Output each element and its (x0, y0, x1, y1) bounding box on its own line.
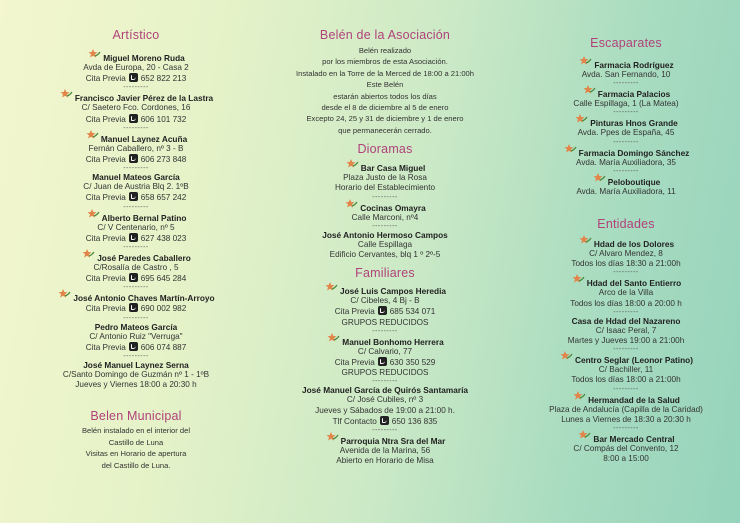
phone-number: 606 101 732 (140, 114, 187, 124)
separator: --------- (613, 138, 639, 146)
separator: --------- (613, 109, 639, 117)
section-title-familiares: Familiares (355, 266, 415, 281)
phone-row (27, 114, 245, 125)
entry-line: Jueves y Sábados de 19:00 a 21:00 h. (315, 405, 455, 415)
phone-label: Cita Previa (85, 274, 126, 284)
entry-line: Avda. María Auxiliadora, 11 (576, 186, 676, 196)
separator: --------- (123, 353, 149, 361)
escaparates-entry (520, 116, 732, 138)
phone-label: Cita Previa (85, 155, 126, 165)
phone-label: Cita Previa (85, 74, 126, 84)
escaparates-entry (520, 175, 732, 197)
entidades-entry (520, 393, 732, 425)
entry-line: Plaza Justo de la Rosa (343, 173, 427, 183)
entry-line: Todos los días 18:00 a 21:00h (571, 375, 681, 385)
familiares-entry (270, 284, 500, 328)
asociacion-line: Belén realizado (358, 46, 412, 55)
phone-icon (129, 233, 138, 242)
star-icon (344, 198, 358, 210)
municipal-line: Castillo de Luna (108, 437, 164, 447)
asociacion-line: Este Belén (366, 80, 404, 90)
entry-name-row (27, 360, 245, 370)
entry-name: Pinturas Hnos Grande (590, 118, 678, 129)
phone-icon (378, 357, 387, 366)
separator: --------- (613, 308, 639, 316)
entry-name-row (520, 353, 732, 365)
entry-address: C/ Juan de Austria Blq 2. 1ºB (83, 182, 189, 192)
entry-line: C/ Calvario, 77 (357, 346, 413, 356)
asociacion-line: Excepto 24, 25 y 31 de diciembre y 1 de enero (306, 114, 464, 124)
star-icon (345, 158, 359, 170)
entry-name-row (520, 237, 732, 249)
entry-note: GRUPOS REDUCIDOS (341, 317, 429, 327)
entry-line: 8:00 a 15:00 (603, 454, 649, 464)
entry-name: José Manuel Laynez Serna (83, 360, 189, 371)
entry-name-row (520, 58, 732, 70)
phone-icon (129, 114, 138, 123)
phone-row (27, 192, 245, 203)
familiares-entry (270, 335, 500, 379)
star-icon (578, 55, 592, 67)
phone-row (270, 306, 500, 317)
phone-label: Cita Previa (85, 233, 126, 243)
entry-name: Pedro Mateos García (94, 321, 178, 332)
phone-row (27, 233, 245, 244)
separator: --------- (123, 84, 149, 92)
column-artistico (27, 0, 245, 471)
artistico-entry (27, 360, 245, 390)
entry-name-row (27, 251, 245, 263)
entidades-entry (520, 316, 732, 346)
entry-line: Edificio Cervantes, blq 1 º 2º-5 (329, 250, 441, 260)
entry-name: Alberto Bernal Patino (101, 212, 187, 223)
entry-line: Todos los días 18:00 a 20:00 h (570, 298, 682, 308)
dioramas-entry (270, 201, 500, 223)
artistico-entry (27, 211, 245, 244)
separator: --------- (123, 165, 149, 173)
phone-row (27, 273, 245, 284)
entry-name-row (27, 322, 245, 332)
entry-address: Avda de Europa, 20 - Casa 2 (83, 63, 189, 72)
entry-line: Plaza de Andalucía (Capilla de la Caridad) (549, 404, 703, 414)
municipal-line: del Castillo de Luna. (101, 460, 171, 470)
phone-label: Cita Previa (85, 114, 126, 124)
star-icon (324, 281, 338, 293)
phone-number: 627 438 023 (140, 233, 187, 243)
phone-number: 685 534 071 (389, 307, 436, 317)
separator: --------- (372, 378, 398, 386)
entry-name: José Manuel García de Quirós Santamaría (301, 385, 468, 396)
separator: --------- (123, 314, 149, 322)
entidades-entry (520, 353, 732, 385)
entry-name-row (27, 132, 245, 144)
entry-name-row (27, 172, 245, 182)
entry-line: C/ José Cubiles, nº 3 (346, 395, 424, 405)
separator: --------- (613, 167, 639, 175)
dioramas-entry (270, 161, 500, 193)
entry-line: Calle Marconi, nº4 (351, 212, 419, 222)
separator: --------- (613, 346, 639, 354)
phone-icon (129, 73, 138, 82)
entry-address: C/Santo Domingo de Guzmán nº 1 - 1ºB (62, 370, 210, 380)
phone-label: Cita Previa (85, 193, 126, 203)
entry-name: Hermandad de la Salud (588, 394, 680, 405)
entry-name-row (520, 276, 732, 288)
entry-name: Manuel Laynez Acuña (100, 133, 188, 144)
entry-name: Manuel Mateos García (92, 172, 180, 183)
phone-label: Tlf Contacto (332, 416, 377, 426)
entry-name: José Antonio Hermoso Campos (322, 229, 448, 240)
artistico-entry (27, 291, 245, 314)
entry-name: Peloboutique (607, 176, 661, 187)
entry-name: Centro Seglar (Leonor Patino) (574, 355, 693, 366)
section-title-dioramas: Dioramas (357, 142, 413, 157)
star-icon (577, 429, 591, 441)
entry-line: Calle Espillaga, 1 (La Matea) (573, 99, 679, 109)
separator: --------- (123, 284, 149, 292)
entry-note: GRUPOS REDUCIDOS (341, 368, 429, 378)
star-icon (572, 390, 586, 402)
entry-address: C/Rosalía de Castro , 5 (93, 263, 179, 273)
star-icon (563, 143, 577, 155)
phone-icon (129, 273, 138, 282)
asociacion-text (270, 45, 500, 136)
phone-icon (378, 306, 387, 315)
asociacion-line: Instalado en la Torre de la Merced de 18:00 a 21:00h (295, 68, 474, 78)
asociacion-line: estarán abiertos todos los días (333, 91, 437, 101)
entry-line: Abierto en Horario de Misa (336, 456, 434, 466)
entry-name-row (270, 161, 500, 173)
artistico-entry (27, 132, 245, 165)
artistico-entry (27, 172, 245, 203)
entry-line: Calle Espillaga (357, 239, 413, 249)
entidades-list (520, 237, 732, 464)
phone-number: 658 657 242 (140, 193, 187, 203)
entry-name-row (270, 284, 500, 296)
entry-name-row (520, 393, 732, 405)
entry-line: Horario del Establecimiento (334, 183, 436, 193)
entry-name-row (520, 116, 732, 128)
entry-name-row (27, 51, 245, 63)
phone-number: 652 822 213 (140, 74, 187, 84)
entry-name-row (270, 434, 500, 446)
familiares-entry (270, 434, 500, 466)
entry-name: Farmacia Domingo Sánchez (578, 147, 690, 158)
entry-address: C/ Antonio Ruiz "Verruga" (89, 331, 183, 341)
municipal-line: Belén instalado en el interior del (81, 426, 191, 436)
entry-name: Francisco Javier Pérez de la Lastra (74, 93, 214, 104)
entry-line: C/ Isaac Peral, 7 (595, 325, 657, 335)
entry-name-row (520, 316, 732, 326)
entidades-entry (520, 237, 732, 269)
phone-row (270, 416, 500, 427)
phone-icon (129, 342, 138, 351)
entry-line: Arco de la Villa (598, 288, 654, 298)
phone-number: 606 273 848 (140, 155, 187, 165)
separator: --------- (372, 327, 398, 335)
familiares-entry (270, 385, 500, 427)
star-icon (578, 234, 592, 246)
phone-number: 695 645 284 (140, 274, 187, 284)
column-escaparates-entidades (520, 0, 732, 464)
entry-name: Parroquia Ntra Sra del Mar (340, 436, 446, 447)
asociacion-line: por los miembros de esta Asociación. (322, 57, 448, 67)
entry-name: Hdad del Santo Entierro (586, 278, 682, 289)
phone-label: Cita Previa (85, 304, 126, 314)
separator: --------- (372, 222, 398, 230)
section-title-municipal: Belen Municipal (90, 409, 182, 424)
entry-line: C/ Compás del Convento, 12 (573, 444, 679, 454)
entry-name: Manuel Bonhomo Herrera (342, 336, 444, 347)
entry-name-row (270, 385, 500, 395)
escaparates-entry (520, 87, 732, 109)
entry-name: Farmacia Palacios (597, 89, 671, 100)
asociacion-line: que permanecerán cerrado. (338, 125, 432, 135)
phone-icon (129, 154, 138, 163)
phone-number: 650 136 835 (391, 416, 438, 426)
phone-icon (380, 416, 389, 425)
star-icon (57, 288, 71, 300)
phone-row (27, 154, 245, 165)
entry-name-row (27, 91, 245, 103)
artistico-entry (27, 51, 245, 84)
section-title-entidades: Entidades (597, 217, 655, 232)
municipal-text (27, 425, 245, 471)
phone-number: 606 074 887 (140, 342, 187, 352)
star-icon (571, 273, 585, 285)
entry-name: Bar Casa Miguel (360, 163, 426, 174)
entry-name: Miguel Moreno Ruda (103, 53, 185, 63)
entry-line: C/ Alvaro Mendez, 8 (589, 249, 663, 259)
entry-address: C/ Saetero Fco. Cordones, 16 (81, 103, 191, 113)
entry-name: Hdad de los Dolores (593, 239, 675, 250)
entry-line: Avda. Ppes de España, 45 (577, 128, 675, 138)
star-icon (592, 172, 606, 184)
star-icon (326, 332, 340, 344)
separator: --------- (613, 269, 639, 277)
entry-line: Avda. San Fernando, 10 (581, 70, 671, 79)
entidades-entry (520, 432, 732, 464)
star-icon (87, 48, 101, 60)
star-icon (86, 208, 100, 220)
entry-line: Martes y Jueves 19:00 a 21:00h (567, 336, 685, 346)
municipal-line: Visitas en Horario de apertura (85, 449, 187, 459)
phone-icon (129, 303, 138, 312)
entry-name: José Antonio Chaves Martín-Arroyo (73, 293, 215, 304)
entry-name-row (270, 201, 500, 213)
entry-line: Avda. María Auxiliadora, 35 (576, 157, 676, 167)
entry-line: C/ Cibeles, 4 Bj - B (350, 296, 420, 306)
separator: --------- (372, 193, 398, 201)
artistico-entry (27, 322, 245, 353)
artistico-entry (27, 251, 245, 284)
entry-line: Todos los días 18:30 a 21:00h (571, 259, 681, 269)
phone-label: Cita Previa (334, 358, 375, 368)
entry-name-row (27, 291, 245, 303)
section-title-artistico: Artístico (112, 28, 160, 42)
separator: --------- (123, 203, 149, 211)
section-title-asociacion: Belén de la Asociación (319, 28, 451, 42)
star-icon (574, 113, 588, 125)
entry-name: Casa de Hdad del Nazareno (571, 315, 681, 326)
separator: --------- (123, 124, 149, 132)
separator: --------- (613, 80, 639, 88)
escaparates-entry (520, 146, 732, 168)
star-icon (85, 129, 99, 141)
entry-name-row (520, 146, 732, 158)
entry-name-row (27, 211, 245, 223)
familiares-list (270, 284, 500, 466)
entry-name: Farmacia Rodríguez (594, 60, 674, 70)
entry-address: Fernán Caballero, nº 3 - B (88, 143, 184, 153)
phone-label: Cita Previa (334, 307, 375, 317)
star-icon (559, 350, 573, 362)
separator: --------- (613, 385, 639, 393)
entry-name: José Luis Campos Heredia (339, 286, 447, 297)
artistico-entry (27, 91, 245, 124)
column-asociacion (270, 0, 500, 467)
escaparates-list (520, 58, 732, 197)
phone-row (270, 357, 500, 368)
dioramas-entry (270, 230, 500, 260)
entry-name: Cocinas Omayra (360, 202, 426, 213)
star-icon (325, 431, 339, 443)
entry-hours: Jueves y Viernes 18:00 a 20:30 h (75, 380, 197, 390)
phone-icon (129, 192, 138, 201)
entry-line: Avenida de la Marina, 56 (339, 446, 431, 456)
entry-name-row (520, 87, 732, 99)
star-icon (582, 84, 596, 96)
entry-name: José Paredes Caballero (97, 253, 191, 264)
separator: --------- (372, 427, 398, 435)
entry-address: C/ V Centenario, nº 5 (97, 222, 175, 232)
escaparates-entry (520, 58, 732, 80)
star-icon (81, 248, 95, 260)
star-icon (59, 88, 73, 100)
separator: --------- (613, 425, 639, 433)
entry-name-row (270, 335, 500, 347)
phone-number: 690 002 982 (140, 304, 187, 314)
phone-row (27, 73, 245, 84)
dioramas-list (270, 161, 500, 260)
entidades-entry (520, 276, 732, 308)
entry-name-row (520, 175, 732, 187)
asociacion-line: desde el 8 de diciembre al 5 de enero (321, 103, 449, 113)
entry-name-row (520, 432, 732, 444)
entry-name-row (270, 230, 500, 240)
entry-name: Bar Mercado Central (593, 434, 675, 445)
phone-row (27, 303, 245, 314)
phone-number: 630 350 529 (389, 358, 436, 368)
separator: --------- (123, 244, 149, 252)
section-title-escaparates: Escaparates (590, 36, 662, 50)
entry-line: C/ Bachiller, 11 (598, 365, 654, 375)
phone-label: Cita Previa (85, 342, 126, 352)
artistico-list (27, 51, 245, 390)
entry-line: Lunes a Viernes de 18:30 a 20:30 h (561, 414, 691, 424)
phone-row (27, 342, 245, 353)
